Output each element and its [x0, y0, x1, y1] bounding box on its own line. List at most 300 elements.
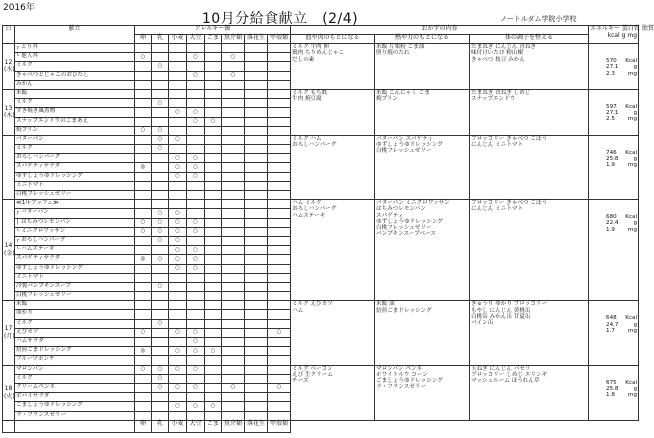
allergen-mark	[245, 135, 268, 144]
allergen-mark	[268, 108, 291, 117]
allergen-mark	[152, 338, 169, 347]
nutrition-value: 1.7	[606, 327, 615, 334]
allergen-mark	[268, 62, 291, 71]
dish-name: └ ハムステーキ	[15, 246, 135, 255]
allergen-mark	[205, 209, 222, 218]
allergen-mark	[245, 264, 268, 273]
allergen-mark: ○	[187, 227, 205, 236]
allergen-mark: ○	[169, 365, 187, 374]
dish-name: 白桃フレッシュゼリー	[15, 191, 135, 200]
dish-name: ≪1年ブッフェ≫	[15, 200, 135, 209]
body-cell: ブロッコリー きゃべつ ごぼう にんじん ミニトマト	[470, 200, 589, 301]
footer-allergen-egg: 卵	[135, 420, 152, 432]
allergen-mark	[205, 356, 222, 365]
footer-blank	[291, 420, 375, 432]
allergen-mark	[268, 200, 291, 209]
allergen-mark	[268, 172, 291, 181]
allergen-mark: ○	[187, 154, 205, 163]
allergen-mark	[222, 402, 245, 411]
nutrition-unit: Kcal	[625, 103, 638, 110]
allergen-mark	[205, 126, 222, 135]
footer-spacer	[3, 420, 15, 432]
allergen-mark	[135, 62, 152, 71]
dish-name: ミニトマト	[15, 181, 135, 190]
allergen-mark	[169, 319, 187, 328]
allergen-mark	[245, 292, 268, 301]
allergen-mark: ○	[169, 236, 187, 245]
allergen-mark	[205, 383, 222, 392]
allergen-mark	[245, 163, 268, 172]
allergen-mark	[135, 154, 152, 163]
allergen-mark	[152, 310, 169, 319]
nutrition-value: 2.5	[606, 116, 615, 123]
allergen-mark	[205, 255, 222, 264]
allergen-mark: ○	[187, 365, 205, 374]
energy-header-units: kcal g mg	[607, 31, 638, 39]
allergen-mark	[222, 172, 245, 181]
allergen-mark: ○	[205, 117, 222, 126]
nutrition-value: 1.9	[606, 226, 615, 233]
allergen-mark	[169, 200, 187, 209]
allergen-mark	[152, 108, 169, 117]
allergen-mark	[205, 145, 222, 154]
nutrition-value: 25.8	[606, 156, 619, 163]
allergen-mark	[245, 365, 268, 374]
allergen-mark: ○	[152, 365, 169, 374]
energy-header	[589, 25, 654, 44]
heat-header: 熱や力のもとになる	[375, 35, 470, 44]
dish-name: ラ・フランスゼリー	[15, 411, 135, 420]
dish-name: ゆずしょうゆドレッシング	[15, 172, 135, 181]
allergen-mark	[205, 273, 222, 282]
allergen-mark	[187, 44, 205, 53]
allergen-mark	[169, 89, 187, 98]
allergen-mark	[135, 411, 152, 420]
allergen-mark	[205, 53, 222, 62]
dish-name: └ ミニクロワッサン	[15, 227, 135, 236]
table-row	[3, 365, 639, 374]
allergen-mark	[152, 53, 169, 62]
allergen-mark	[222, 347, 245, 356]
allergen-mark	[135, 145, 152, 154]
footer-blank	[375, 420, 470, 432]
allergen-mark	[169, 181, 187, 190]
allergen-mark	[187, 282, 205, 291]
dish-name: 冷製パンプキンスープ	[15, 282, 135, 291]
table-row	[3, 89, 639, 98]
allergen-mark	[135, 310, 152, 319]
allergen-mark	[205, 200, 222, 209]
allergen-mark: ○	[169, 163, 187, 172]
allergen-mark: ◎	[135, 163, 152, 172]
allergen-mark	[268, 292, 291, 301]
allergen-mark: ○	[169, 246, 187, 255]
nutrition-unit: Kcal	[625, 214, 638, 221]
allergen-mark	[268, 411, 291, 420]
allergen-mark	[245, 99, 268, 108]
allergen-mark	[222, 89, 245, 98]
allergen-mark	[268, 89, 291, 98]
allergen-mark	[205, 62, 222, 71]
day-cell	[3, 135, 15, 199]
nutrition-unit: g	[633, 64, 638, 71]
allergen-mark: ○	[205, 347, 222, 356]
energy-cell	[589, 135, 639, 199]
allergen-mark	[245, 154, 268, 163]
dish-name: 米飯	[15, 301, 135, 310]
table-row	[3, 44, 639, 53]
allergen-mark	[268, 365, 291, 374]
allergen-mark: ○	[187, 264, 205, 273]
allergen-mark	[268, 255, 291, 264]
allergen-mark: ○	[187, 172, 205, 181]
allergen-mark: ○	[187, 163, 205, 172]
allergen-mark	[187, 273, 205, 282]
allergen-mark	[135, 135, 152, 144]
energy-cell	[589, 365, 639, 420]
allergen-mark	[245, 374, 268, 383]
allergen-mark	[222, 117, 245, 126]
allergen-mark	[205, 292, 222, 301]
allergen-mark: ○	[169, 347, 187, 356]
allergen-mark	[205, 374, 222, 383]
dish-name: ミルク	[15, 62, 135, 71]
heat-cell: マロンパン ペンネ ホワイトルウ コーン ごましょうゆドレッシング ラ・フランスゼリー	[375, 365, 470, 420]
allergen-mark	[152, 44, 169, 53]
allergen-mark: ○	[152, 236, 169, 245]
dish-name: クリームペンネ	[15, 383, 135, 392]
allergen-mark	[187, 374, 205, 383]
allergen-mark	[205, 172, 222, 181]
heat-cell: 米飯 片栗粉 ごま油 照り焼のたれ	[375, 44, 470, 90]
table-row	[3, 200, 639, 209]
allergen-mark	[169, 301, 187, 310]
allergen-mark	[152, 356, 169, 365]
nutrition-value: 1.8	[606, 392, 615, 399]
allergen-mark	[245, 53, 268, 62]
dish-name: └ 他人丼	[15, 53, 135, 62]
nutrition-unit: g	[633, 156, 638, 163]
allergen-mark: ○	[135, 126, 152, 135]
allergen-mark	[245, 172, 268, 181]
allergen-mark: ○	[152, 135, 169, 144]
allergen-mark	[135, 383, 152, 392]
allergen-mark: ○	[169, 218, 187, 227]
footer-allergen-peanut: 落花生	[245, 420, 268, 432]
dish-name: ミルク	[15, 145, 135, 154]
year-label: 2016年	[3, 3, 35, 13]
dish-name: ごましょうゆドレッシング	[15, 402, 135, 411]
allergen-mark	[222, 292, 245, 301]
body-cell: きゅうり ゆかり ブロッコリー もやし にんじん 黄桃缶 白桃缶 みかん缶 甘夏缶 パイン缶	[470, 301, 589, 365]
allergen-mark	[222, 209, 245, 218]
allergen-header-egg: 卵	[135, 35, 152, 44]
dish-name: │ はちみつレモンパン	[15, 218, 135, 227]
allergen-mark	[187, 89, 205, 98]
allergen-mark	[245, 209, 268, 218]
allergen-mark	[187, 181, 205, 190]
allergen-mark	[245, 411, 268, 420]
allergen-mark	[187, 236, 205, 245]
allergen-mark: ○	[152, 282, 169, 291]
allergen-mark	[245, 310, 268, 319]
allergen-mark	[187, 301, 205, 310]
allergen-mark: ○	[169, 154, 187, 163]
nutrition-unit: mg	[628, 116, 638, 123]
allergen-mark	[222, 99, 245, 108]
allergen-mark	[268, 236, 291, 245]
footer-allergen-soy: 大豆	[187, 420, 205, 432]
allergen-mark	[222, 255, 245, 264]
allergen-header-soy: 大豆	[187, 35, 205, 44]
allergen-mark	[187, 411, 205, 420]
body-cell: たまねぎ にんじん 青ねぎ 味付けいたけ 粉山椒 きゃべつ 枝豆 みかん	[470, 44, 589, 90]
table-row	[3, 301, 639, 310]
nutrition-value: 680	[606, 214, 617, 221]
allergen-mark: ○	[187, 246, 205, 255]
allergen-mark	[152, 328, 169, 337]
allergen-mark: ○	[152, 218, 169, 227]
allergen-mark	[245, 227, 268, 236]
nutrition-unit: mg	[628, 162, 638, 169]
dish-name: ボパイサラダ	[15, 393, 135, 402]
dish-name: ┌ おろしハンバーグ	[15, 236, 135, 245]
allergen-mark	[205, 108, 222, 117]
allergen-mark	[169, 411, 187, 420]
allergen-mark	[152, 172, 169, 181]
allergen-mark	[222, 246, 245, 255]
nutrition-unit: mg	[628, 226, 638, 233]
allergen-mark	[222, 163, 245, 172]
energy-header-label: エネルギー 蛋白質 脂質	[590, 25, 654, 32]
allergen-mark: ○	[187, 117, 205, 126]
heat-cell: バターパン ミニクロワッサン はちみつレモンパン スパゲティ ゆずしょうゆドレッシング 白桃フレッシュゼリー パンプキンスープベース	[375, 200, 470, 301]
allergen-mark	[222, 328, 245, 337]
allergen-mark	[245, 356, 268, 365]
allergen-mark	[245, 319, 268, 328]
allergen-mark	[187, 99, 205, 108]
nutrition-unit: Kcal	[625, 379, 638, 386]
allergen-mark: ○	[169, 135, 187, 144]
allergen-mark	[222, 393, 245, 402]
footer-blank	[589, 420, 639, 432]
allergen-mark	[245, 181, 268, 190]
allergen-mark	[268, 53, 291, 62]
dish-name: ミルク	[15, 99, 135, 108]
nutrition-value: 24.7	[606, 321, 619, 328]
allergen-mark	[169, 80, 187, 89]
allergen-mark	[268, 264, 291, 273]
allergen-mark	[268, 310, 291, 319]
allergen-mark	[135, 356, 152, 365]
allergen-mark	[152, 80, 169, 89]
footer-allergen-shellfish: 甲殻類	[268, 420, 291, 432]
dish-name: きゃべつとじゃこのおひたし	[15, 71, 135, 80]
allergen-mark	[152, 89, 169, 98]
allergen-mark: ○	[152, 383, 169, 392]
nutrition-value: 22.4	[606, 220, 619, 227]
allergen-mark	[205, 227, 222, 236]
allergen-mark	[205, 181, 222, 190]
allergen-mark	[222, 218, 245, 227]
allergen-mark	[169, 145, 187, 154]
allergen-mark	[222, 181, 245, 190]
allergen-mark	[245, 191, 268, 200]
nutrition-value: 1.9	[606, 162, 615, 169]
allergen-mark	[169, 393, 187, 402]
allergen-mark	[152, 154, 169, 163]
allergen-mark	[245, 347, 268, 356]
allergen-mark	[268, 374, 291, 383]
allergen-mark: ○	[187, 402, 205, 411]
page-title: 10月分給食献立 (2/4)	[201, 11, 359, 27]
allergen-mark	[135, 191, 152, 200]
allergen-mark: ○	[222, 383, 245, 392]
day-cell: 12 (水)	[3, 44, 15, 90]
energy-cell	[589, 301, 639, 365]
menu-body	[3, 44, 639, 421]
allergen-mark	[222, 227, 245, 236]
allergen-mark	[245, 80, 268, 89]
allergen-mark	[187, 356, 205, 365]
allergen-mark	[205, 301, 222, 310]
allergen-mark	[187, 126, 205, 135]
allergen-mark	[205, 191, 222, 200]
allergen-mark	[268, 273, 291, 282]
allergen-mark	[205, 319, 222, 328]
allergen-mark	[245, 301, 268, 310]
allergen-mark	[152, 264, 169, 273]
nutrition-value: 597	[606, 103, 617, 110]
allergen-mark	[135, 108, 152, 117]
allergen-header-milk: 乳	[152, 35, 169, 44]
allergen-mark	[222, 411, 245, 420]
allergen-mark	[222, 301, 245, 310]
allergen-mark	[245, 402, 268, 411]
allergen-mark	[205, 80, 222, 89]
allergen-mark: ◎	[135, 347, 152, 356]
dish-name: ミニトマト	[15, 273, 135, 282]
allergen-mark	[205, 99, 222, 108]
allergen-mark: ○	[135, 227, 152, 236]
allergen-mark	[268, 218, 291, 227]
allergen-mark	[205, 393, 222, 402]
allergen-mark	[245, 236, 268, 245]
dish-name: おろしハンバーグ	[15, 154, 135, 163]
allergen-mark	[268, 191, 291, 200]
allergen-mark	[135, 246, 152, 255]
allergen-mark	[135, 292, 152, 301]
dish-name: すき焼き風煮物	[15, 108, 135, 117]
body-cell: 玉ねぎ にんじん パセリ ブロッコリー しめじ エリンギ マッシュルーム ほうれん草	[470, 365, 589, 420]
allergen-mark: ○	[187, 347, 205, 356]
allergen-mark: ○	[169, 209, 187, 218]
allergen-mark: ○	[169, 227, 187, 236]
allergen-mark: ○	[222, 71, 245, 80]
allergen-mark	[205, 282, 222, 291]
allergen-mark	[169, 374, 187, 383]
allergen-mark	[222, 310, 245, 319]
allergen-mark	[222, 319, 245, 328]
allergen-mark	[222, 135, 245, 144]
allergen-mark	[135, 273, 152, 282]
allergen-mark	[152, 117, 169, 126]
nutrition-unit: g	[633, 321, 638, 328]
energy-cell	[589, 89, 639, 135]
allergen-mark	[169, 99, 187, 108]
dish-name: フルーツポンチ	[15, 356, 135, 365]
allergen-mark	[135, 374, 152, 383]
allergen-mark: ○	[187, 218, 205, 227]
day-cell: 14 (金)	[3, 200, 15, 301]
allergen-mark	[222, 108, 245, 117]
allergen-mark	[135, 338, 152, 347]
allergen-mark	[169, 117, 187, 126]
dish-name: スナップエンドウのごまあえ	[15, 117, 135, 126]
nutrition-unit: Kcal	[625, 315, 638, 322]
allergen-mark	[205, 71, 222, 80]
allergen-mark	[135, 71, 152, 80]
dish-name: みかん	[15, 80, 135, 89]
allergen-mark	[152, 411, 169, 420]
allergen-mark	[245, 108, 268, 117]
allergen-mark	[169, 191, 187, 200]
allergen-mark	[268, 154, 291, 163]
nutrition-value: 570	[606, 58, 617, 64]
allergen-mark	[205, 135, 222, 144]
allergen-mark	[222, 282, 245, 291]
allergen-mark	[169, 356, 187, 365]
dish-name: ハムサラダ	[15, 338, 135, 347]
allergen-mark	[245, 89, 268, 98]
allergen-mark	[169, 44, 187, 53]
allergen-mark	[268, 126, 291, 135]
allergen-header-sesame: ごま	[205, 35, 222, 44]
allergen-mark	[245, 126, 268, 135]
body-cell: たまねぎ 青ねぎ しめじ スナップエンドウ	[470, 89, 589, 135]
allergen-mark	[135, 44, 152, 53]
allergen-mark	[268, 319, 291, 328]
dish-name: スパゲティサラダ	[15, 255, 135, 264]
nutrition-unit: g	[633, 220, 638, 227]
allergen-mark	[245, 62, 268, 71]
allergen-mark	[245, 338, 268, 347]
allergen-mark	[187, 145, 205, 154]
allergen-mark	[169, 282, 187, 291]
allergen-mark	[245, 200, 268, 209]
allergen-mark	[187, 209, 205, 218]
allergen-mark	[187, 200, 205, 209]
footer-allergen-milk: 乳	[152, 420, 169, 432]
menu-table	[2, 25, 654, 433]
allergen-mark	[268, 99, 291, 108]
allergen-mark	[222, 145, 245, 154]
allergen-mark	[135, 80, 152, 89]
allergen-mark	[169, 126, 187, 135]
allergen-mark	[135, 172, 152, 181]
allergen-mark: ○	[152, 145, 169, 154]
nutrition-value: 675	[606, 379, 617, 386]
allergen-mark	[205, 89, 222, 98]
allergen-mark	[169, 338, 187, 347]
allergen-mark	[135, 117, 152, 126]
allergen-mark	[152, 273, 169, 282]
allergen-mark	[222, 264, 245, 273]
allergen-mark: ○	[222, 53, 245, 62]
allergen-mark	[245, 44, 268, 53]
dish-name: マロンパン	[15, 365, 135, 374]
allergen-mark	[205, 163, 222, 172]
